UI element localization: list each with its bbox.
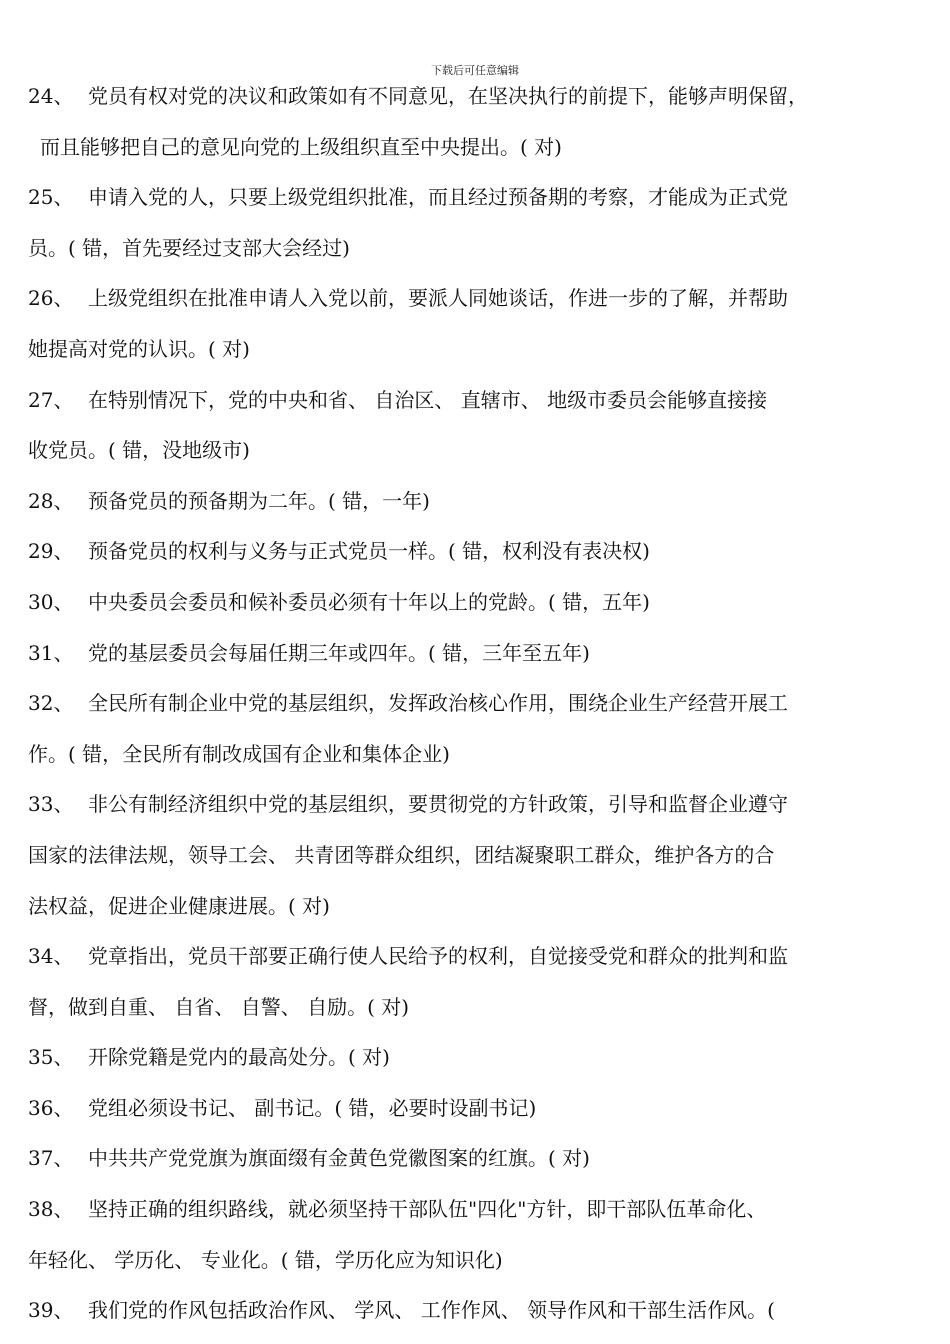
question-continuation-line — [28, 729, 908, 780]
question-line — [28, 476, 908, 527]
question-continuation-line — [28, 223, 908, 274]
question-number: 29、 — [28, 539, 74, 564]
question-text: 年轻化、 学历化、 专业化。( 错，学历化应为知识化) — [28, 1247, 503, 1272]
question-continuation-line — [28, 982, 908, 1033]
question-text: 收党员。( 错，没地级市) — [28, 438, 250, 463]
question-text: 非公有制经济组织中党的基层组织，要贯彻党的方针政策，引导和监督企业遵守 — [88, 792, 788, 817]
question-continuation-line — [28, 425, 908, 476]
document-body — [28, 71, 908, 1336]
question-continuation-line — [28, 122, 908, 173]
question-number: 28、 — [28, 488, 74, 513]
question-text: 中央委员会委员和候补委员必须有十年以上的党龄。( 错，五年) — [88, 589, 650, 614]
question-text: 中共共产党党旗为旗面缀有金黄色党徽图案的红旗。( 对) — [88, 1146, 590, 1171]
question-text: 我们党的作风包括政治作风、 学风、 工作作风、 领导作风和干部生活作风。( — [88, 1298, 775, 1323]
question-line — [28, 678, 908, 729]
question-number: 38、 — [28, 1197, 74, 1222]
question-line — [28, 577, 908, 628]
question-line — [28, 931, 908, 982]
question-number: 33、 — [28, 792, 74, 817]
question-number: 31、 — [28, 640, 74, 665]
question-text: 预备党员的预备期为二年。( 错，一年) — [88, 488, 430, 513]
question-text: 而且能够把自己的意见向党的上级组织直至中央提出。( 对) — [40, 134, 562, 159]
question-number: 24、 — [28, 84, 74, 108]
question-text: 党员有权对党的决议和政策如有不同意见，在坚决执行的前提下，能够声明保留， — [88, 84, 808, 108]
question-text: 员。( 错，首先要经过支部大会经过) — [28, 235, 350, 260]
question-text: 党组必须设书记、 副书记。( 错，必要时设副书记) — [88, 1095, 537, 1120]
question-text: 她提高对党的认识。( 对) — [28, 336, 250, 361]
question-text: 全民所有制企业中党的基层组织，发挥政治核心作用，围绕企业生产经营开展工 — [88, 691, 788, 716]
question-line — [28, 526, 908, 577]
question-number: 35、 — [28, 1045, 74, 1070]
question-line — [28, 71, 908, 122]
question-text: 作。( 错，全民所有制改成国有企业和集体企业) — [28, 741, 450, 766]
question-text: 申请入党的人，只要上级党组织批准，而且经过预备期的考察，才能成为正式党 — [88, 185, 788, 210]
question-continuation-line — [28, 881, 908, 932]
question-number: 25、 — [28, 185, 74, 210]
question-text: 党的基层委员会每届任期三年或四年。( 错，三年至五年) — [88, 640, 590, 665]
question-line — [28, 172, 908, 223]
question-text: 党章指出，党员干部要正确行使人民给予的权利，自觉接受党和群众的批判和监 — [88, 944, 788, 969]
question-line — [28, 1032, 908, 1083]
question-number: 34、 — [28, 944, 74, 969]
question-text: 督，做到自重、 自省、 自警、 自励。( 对) — [28, 994, 410, 1019]
question-number: 39、 — [28, 1298, 74, 1323]
question-text: 坚持正确的组织路线，就必须坚持干部队伍"四化"方针，即干部队伍革命化、 — [88, 1197, 767, 1222]
question-text: 国家的法律法规，领导工会、 共青团等群众组织，团结凝聚职工群众，维护各方的合 — [28, 842, 775, 867]
question-number: 32、 — [28, 691, 74, 716]
question-number: 36、 — [28, 1095, 74, 1120]
question-continuation-line — [28, 830, 908, 881]
page-header: 下载后可任意编辑 — [431, 64, 519, 77]
question-line — [28, 628, 908, 679]
question-line — [28, 375, 908, 426]
question-text: 上级党组织在批准申请人入党以前，要派人同她谈话，作进一步的了解，并帮助 — [88, 286, 788, 311]
question-line — [28, 1133, 908, 1184]
question-line — [28, 1184, 908, 1235]
question-number: 26、 — [28, 286, 74, 311]
question-number: 30、 — [28, 589, 74, 614]
question-line — [28, 779, 908, 830]
question-line — [28, 273, 908, 324]
question-text: 开除党籍是党内的最高处分。( 对) — [88, 1045, 390, 1070]
question-line — [28, 1285, 908, 1336]
question-number: 37、 — [28, 1146, 74, 1171]
question-line — [28, 1083, 908, 1134]
question-continuation-line — [28, 1235, 908, 1286]
question-continuation-line — [28, 324, 908, 375]
question-number: 27、 — [28, 387, 74, 412]
question-text: 预备党员的权利与义务与正式党员一样。( 错，权利没有表决权) — [88, 539, 650, 564]
question-text: 在特别情况下，党的中央和省、 自治区、 直辖市、 地级市委员会能够直接接 — [88, 387, 768, 412]
question-text: 法权益，促进企业健康进展。( 对) — [28, 893, 330, 918]
